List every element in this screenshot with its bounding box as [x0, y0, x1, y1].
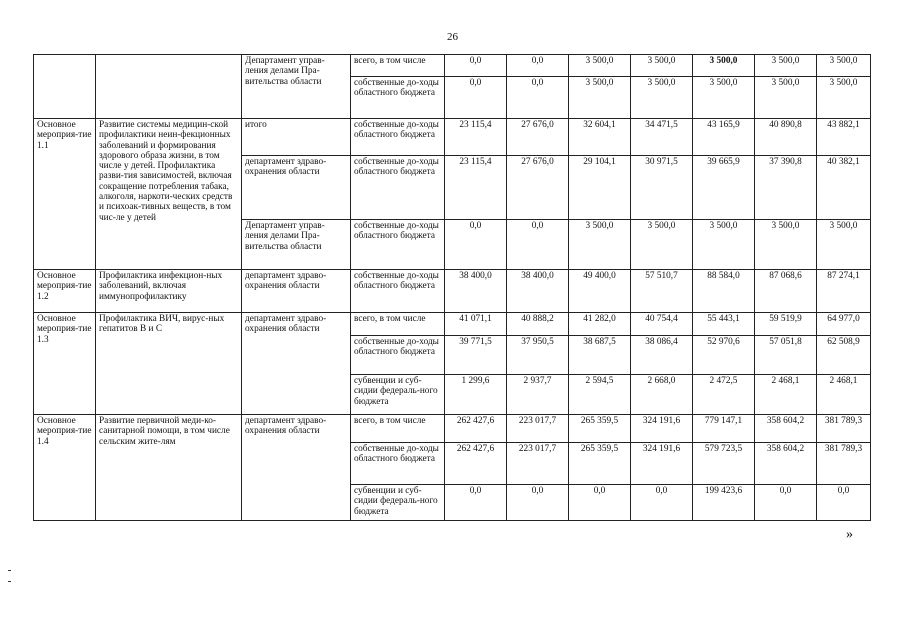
value-cell: 23 115,4: [445, 156, 507, 220]
value-cell: 39 665,9: [693, 156, 755, 220]
value-cell: 3 500,0: [569, 55, 631, 77]
value-cell: 0,0: [569, 485, 631, 521]
code-cell: Основное мероприя-тие 1.1: [34, 119, 96, 270]
name-cell: [96, 55, 242, 119]
value-cell: 262 427,6: [445, 443, 507, 485]
value-cell: 0,0: [507, 485, 569, 521]
value-cell: 3 500,0: [631, 55, 693, 77]
source-cell: субвенции и суб-сидии федераль-ного бюджета: [351, 375, 445, 415]
value-cell: 55 443,1: [693, 313, 755, 336]
value-cell: 3 500,0: [631, 77, 693, 119]
value-cell: 3 500,0: [693, 55, 755, 77]
value-cell: 223 017,7: [507, 415, 569, 443]
value-cell: 3 500,0: [693, 220, 755, 270]
value-cell: 87 068,6: [755, 270, 817, 313]
value-cell: 62 508,9: [817, 336, 871, 375]
value-cell: 0,0: [817, 485, 871, 521]
value-cell: 23 115,4: [445, 119, 507, 156]
value-cell: 0,0: [507, 77, 569, 119]
code-cell: [34, 55, 96, 119]
value-cell: 3 500,0: [693, 77, 755, 119]
value-cell: 265 359,5: [569, 415, 631, 443]
value-cell: 358 604,2: [755, 415, 817, 443]
value-cell: 41 071,1: [445, 313, 507, 336]
value-cell: 3 500,0: [755, 220, 817, 270]
value-cell: 1 299,6: [445, 375, 507, 415]
code-cell: Основное мероприя-тие 1.3: [34, 313, 96, 415]
source-cell: собственные до-ходы областного бюджета: [351, 336, 445, 375]
value-cell: 381 789,3: [817, 443, 871, 485]
page-number: 26: [447, 31, 458, 43]
source-cell: собственные до-ходы областного бюджета: [351, 77, 445, 119]
source-cell: субвенции и суб-сидии федераль-ного бюджета: [351, 485, 445, 521]
value-cell: 37 390,8: [755, 156, 817, 220]
source-cell: всего, в том числе: [351, 415, 445, 443]
value-cell: 3 500,0: [631, 220, 693, 270]
value-cell: 0,0: [445, 220, 507, 270]
value-cell: 29 104,1: [569, 156, 631, 220]
value-cell: 3 500,0: [817, 220, 871, 270]
table-row: [34, 119, 871, 156]
value-cell: 223 017,7: [507, 443, 569, 485]
value-cell: 3 500,0: [569, 77, 631, 119]
name-cell: Профилактика инфекцион-ных заболеваний, включая иммунопрофилактику: [96, 270, 242, 313]
value-cell: 3 500,0: [569, 220, 631, 270]
value-cell: 0,0: [507, 220, 569, 270]
value-cell: 64 977,0: [817, 313, 871, 336]
source-cell: всего, в том числе: [351, 313, 445, 336]
value-cell: 265 359,5: [569, 443, 631, 485]
value-cell: 0,0: [445, 55, 507, 77]
value-cell: 3 500,0: [817, 55, 871, 77]
value-cell: 3 500,0: [817, 77, 871, 119]
value-cell: 2 937,7: [507, 375, 569, 415]
value-cell: 27 676,0: [507, 119, 569, 156]
table-row: [34, 313, 871, 336]
value-cell: 39 771,5: [445, 336, 507, 375]
executor-cell: департамент здраво-охранения области: [242, 415, 351, 521]
value-cell: 199 423,6: [693, 485, 755, 521]
value-cell: 0,0: [631, 485, 693, 521]
value-cell: 579 723,5: [693, 443, 755, 485]
scan-edge-mark: [8, 570, 11, 571]
source-cell: собственные до-ходы областного бюджета: [351, 156, 445, 220]
value-cell: 87 274,1: [817, 270, 871, 313]
code-cell: Основное мероприя-тие 1.2: [34, 270, 96, 313]
name-cell: Профилактика ВИЧ, вирус-ных гепатитов В и С: [96, 313, 242, 415]
value-cell: 52 970,6: [693, 336, 755, 375]
value-cell: 38 400,0: [445, 270, 507, 313]
value-cell: 779 147,1: [693, 415, 755, 443]
value-cell: 41 282,0: [569, 313, 631, 336]
scan-edge-mark: [8, 581, 11, 582]
source-cell: собственные до-ходы областного бюджета: [351, 443, 445, 485]
value-cell: 57 510,7: [631, 270, 693, 313]
value-cell: 0,0: [445, 77, 507, 119]
source-cell: собственные до-ходы областного бюджета: [351, 220, 445, 270]
source-cell: собственные до-ходы областного бюджета: [351, 270, 445, 313]
value-cell: 32 604,1: [569, 119, 631, 156]
value-cell: 43 882,1: [817, 119, 871, 156]
table-row: [34, 270, 871, 313]
value-cell: 49 400,0: [569, 270, 631, 313]
name-cell: Развитие первичной меди-ко-санитарной помощи, в том числе сельским жите-лям: [96, 415, 242, 521]
executor-cell: Департамент управ-ления делами Пра-вительства области: [242, 220, 351, 270]
executor-cell: Департамент управ-ления делами Пра-вительства области: [242, 55, 351, 119]
value-cell: 262 427,6: [445, 415, 507, 443]
value-cell: 2 668,0: [631, 375, 693, 415]
value-cell: 324 191,6: [631, 415, 693, 443]
table-row: [34, 415, 871, 443]
source-cell: собственные до-ходы областного бюджета: [351, 119, 445, 156]
value-cell: 2 594,5: [569, 375, 631, 415]
value-cell: 2 468,1: [817, 375, 871, 415]
value-cell: 57 051,8: [755, 336, 817, 375]
value-cell: 2 468,1: [755, 375, 817, 415]
value-cell: 40 382,1: [817, 156, 871, 220]
value-cell: 324 191,6: [631, 443, 693, 485]
executor-cell: департамент здраво-охранения области: [242, 313, 351, 415]
value-cell: 40 754,4: [631, 313, 693, 336]
value-cell: 30 971,5: [631, 156, 693, 220]
continuation-quote: »: [846, 527, 853, 542]
value-cell: 43 165,9: [693, 119, 755, 156]
value-cell: 40 888,2: [507, 313, 569, 336]
code-cell: Основное мероприя-тие 1.4: [34, 415, 96, 521]
executor-cell: итого: [242, 119, 351, 156]
value-cell: 34 471,5: [631, 119, 693, 156]
value-cell: 38 687,5: [569, 336, 631, 375]
executor-cell: департамент здраво-охранения области: [242, 156, 351, 220]
budget-table: [33, 54, 871, 521]
name-cell: Развитие системы медицин-ской профилактики неин-фекционных заболеваний и формирования здорового образа жизни, в том числе у детей. Профилактика разви-тия зависимостей, включая сокращение потребления табака, алкоголя, наркоти-ческих средств и психоак-тивных веществ, в том чис-ле у детей: [96, 119, 242, 270]
executor-cell: департамент здраво-охранения области: [242, 270, 351, 313]
value-cell: 37 950,5: [507, 336, 569, 375]
value-cell: 381 789,3: [817, 415, 871, 443]
value-cell: 0,0: [507, 55, 569, 77]
table-row: [34, 55, 871, 77]
value-cell: 358 604,2: [755, 443, 817, 485]
value-cell: 59 519,9: [755, 313, 817, 336]
value-cell: 3 500,0: [755, 55, 817, 77]
source-cell: всего, в том числе: [351, 55, 445, 77]
value-cell: 38 086,4: [631, 336, 693, 375]
value-cell: 3 500,0: [755, 77, 817, 119]
value-cell: 40 890,8: [755, 119, 817, 156]
value-cell: 0,0: [755, 485, 817, 521]
value-cell: 27 676,0: [507, 156, 569, 220]
value-cell: 0,0: [445, 485, 507, 521]
value-cell: 88 584,0: [693, 270, 755, 313]
value-cell: 2 472,5: [693, 375, 755, 415]
value-cell: 38 400,0: [507, 270, 569, 313]
